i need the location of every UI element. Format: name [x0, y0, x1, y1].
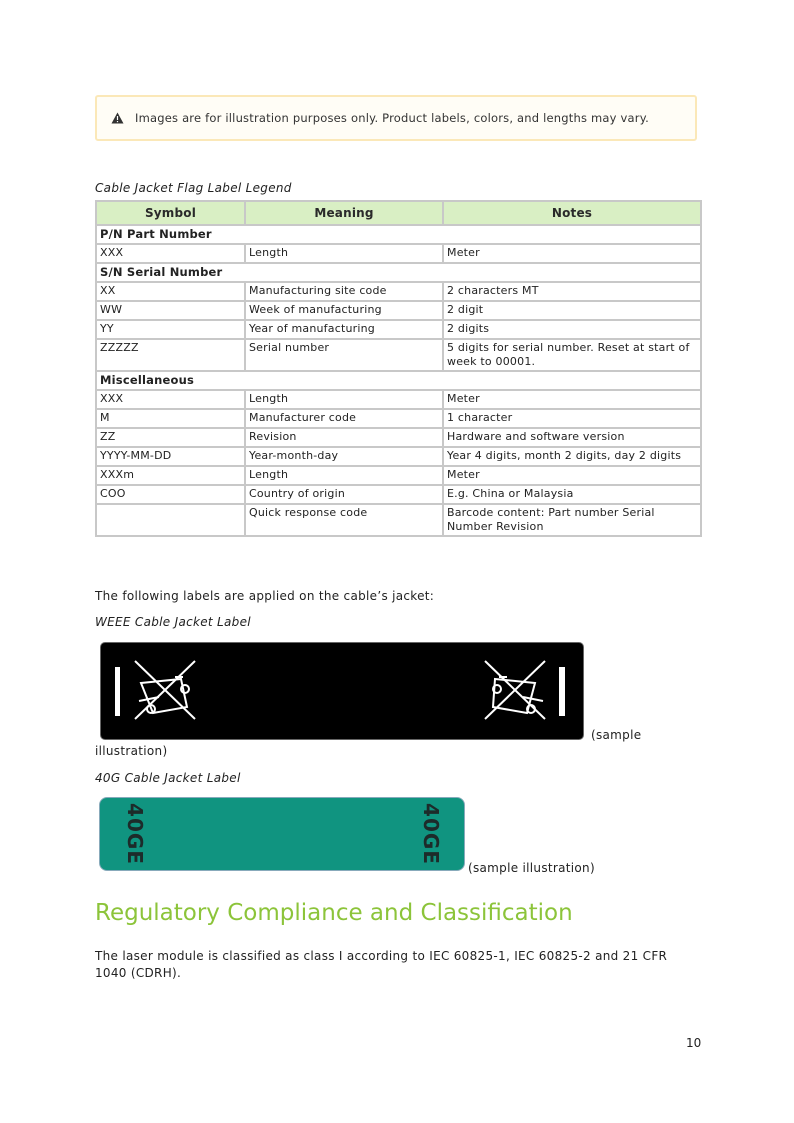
table-row [96, 409, 701, 428]
section-serial-number: S/N Serial Number [96, 263, 701, 282]
symbol-cell: XX [96, 282, 245, 301]
crossed-bin-icon [131, 657, 201, 723]
weee-caption: WEEE Cable Jacket Label [95, 615, 251, 629]
warning-icon [111, 111, 125, 125]
notes-cell: E.g. China or Malaysia [443, 485, 701, 504]
jacket-intro-text: The following labels are applied on the cable’s jacket: [95, 589, 435, 603]
meaning-cell: Manufacturer code [245, 409, 443, 428]
symbol-cell: ZZZZZ [96, 339, 245, 371]
table-row [96, 428, 701, 447]
table-row [96, 485, 701, 504]
table-row [96, 282, 701, 301]
meaning-cell: Quick response code [245, 504, 443, 536]
notes-cell: Hardware and software version [443, 428, 701, 447]
meaning-cell: Length [245, 466, 443, 485]
page-number: 10 [686, 1036, 702, 1050]
g40-label-text-right: 40GE [419, 803, 444, 865]
table-row [96, 320, 701, 339]
symbol-cell [96, 504, 245, 536]
g40-caption: 40G Cable Jacket Label [95, 771, 241, 785]
notes-cell: 2 digit [443, 301, 701, 320]
regulatory-heading: Regulatory Compliance and Classification [95, 900, 573, 926]
meaning-cell: Length [245, 390, 443, 409]
table-row [96, 301, 701, 320]
notice-text: Images are for illustration purposes only. Product labels, colors, and lengths may vary. [135, 111, 649, 125]
weee-sample-note-cont: illustration) [95, 744, 168, 758]
notes-cell: 1 character [443, 409, 701, 428]
meaning-cell: Serial number [245, 339, 443, 371]
table-row [96, 504, 701, 536]
section-part-number: P/N Part Number [96, 225, 701, 244]
illustration-notice [95, 95, 697, 141]
laser-class-text: The laser module is classified as class I according to IEC 60825-1, IEC 60825-2 and 21 CFR 1040 (CDRH). [95, 949, 668, 980]
header-notes: Notes [443, 201, 701, 225]
g40-sample-note: (sample illustration) [468, 861, 595, 875]
left-bar-mark [115, 667, 120, 716]
meaning-cell: Revision [245, 428, 443, 447]
weee-sample-note: (sample [591, 728, 642, 742]
symbol-cell: M [96, 409, 245, 428]
crossed-bin-icon [481, 657, 551, 723]
table-header-row [96, 201, 701, 225]
notes-cell: Meter [443, 244, 701, 263]
legend-table [95, 200, 702, 537]
table-row [96, 244, 701, 263]
meaning-cell: Manufacturing site code [245, 282, 443, 301]
table-row [96, 390, 701, 409]
symbol-cell: ZZ [96, 428, 245, 447]
table-row [96, 447, 701, 466]
meaning-cell: Country of origin [245, 485, 443, 504]
notes-cell: 5 digits for serial number. Reset at start of week to 00001. [443, 339, 701, 371]
notes-cell: Barcode content: Part number Serial Number Revision [443, 504, 701, 536]
section-row [96, 371, 701, 390]
g40-label-text-left: 40GE [122, 803, 147, 865]
symbol-cell: YY [96, 320, 245, 339]
notes-cell: 2 characters MT [443, 282, 701, 301]
section-row [96, 263, 701, 282]
symbol-cell: WW [96, 301, 245, 320]
meaning-cell: Length [245, 244, 443, 263]
section-miscellaneous: Miscellaneous [96, 371, 701, 390]
section-row [96, 225, 701, 244]
meaning-cell: Week of manufacturing [245, 301, 443, 320]
symbol-cell: XXXm [96, 466, 245, 485]
weee-label-illustration [100, 642, 584, 740]
symbol-cell: YYYY-MM-DD [96, 447, 245, 466]
symbol-cell: XXX [96, 390, 245, 409]
header-symbol: Symbol [96, 201, 245, 225]
meaning-cell: Year-month-day [245, 447, 443, 466]
table-row [96, 339, 701, 371]
meaning-cell: Year of manufacturing [245, 320, 443, 339]
g40-label-illustration [99, 797, 465, 871]
symbol-cell: XXX [96, 244, 245, 263]
notes-cell: Year 4 digits, month 2 digits, day 2 digits [443, 447, 701, 466]
symbol-cell: COO [96, 485, 245, 504]
legend-caption: Cable Jacket Flag Label Legend [95, 181, 292, 195]
notes-cell: 2 digits [443, 320, 701, 339]
notes-cell: Meter [443, 390, 701, 409]
right-bar-mark [559, 667, 565, 716]
table-row [96, 466, 701, 485]
header-meaning: Meaning [245, 201, 443, 225]
notes-cell: Meter [443, 466, 701, 485]
